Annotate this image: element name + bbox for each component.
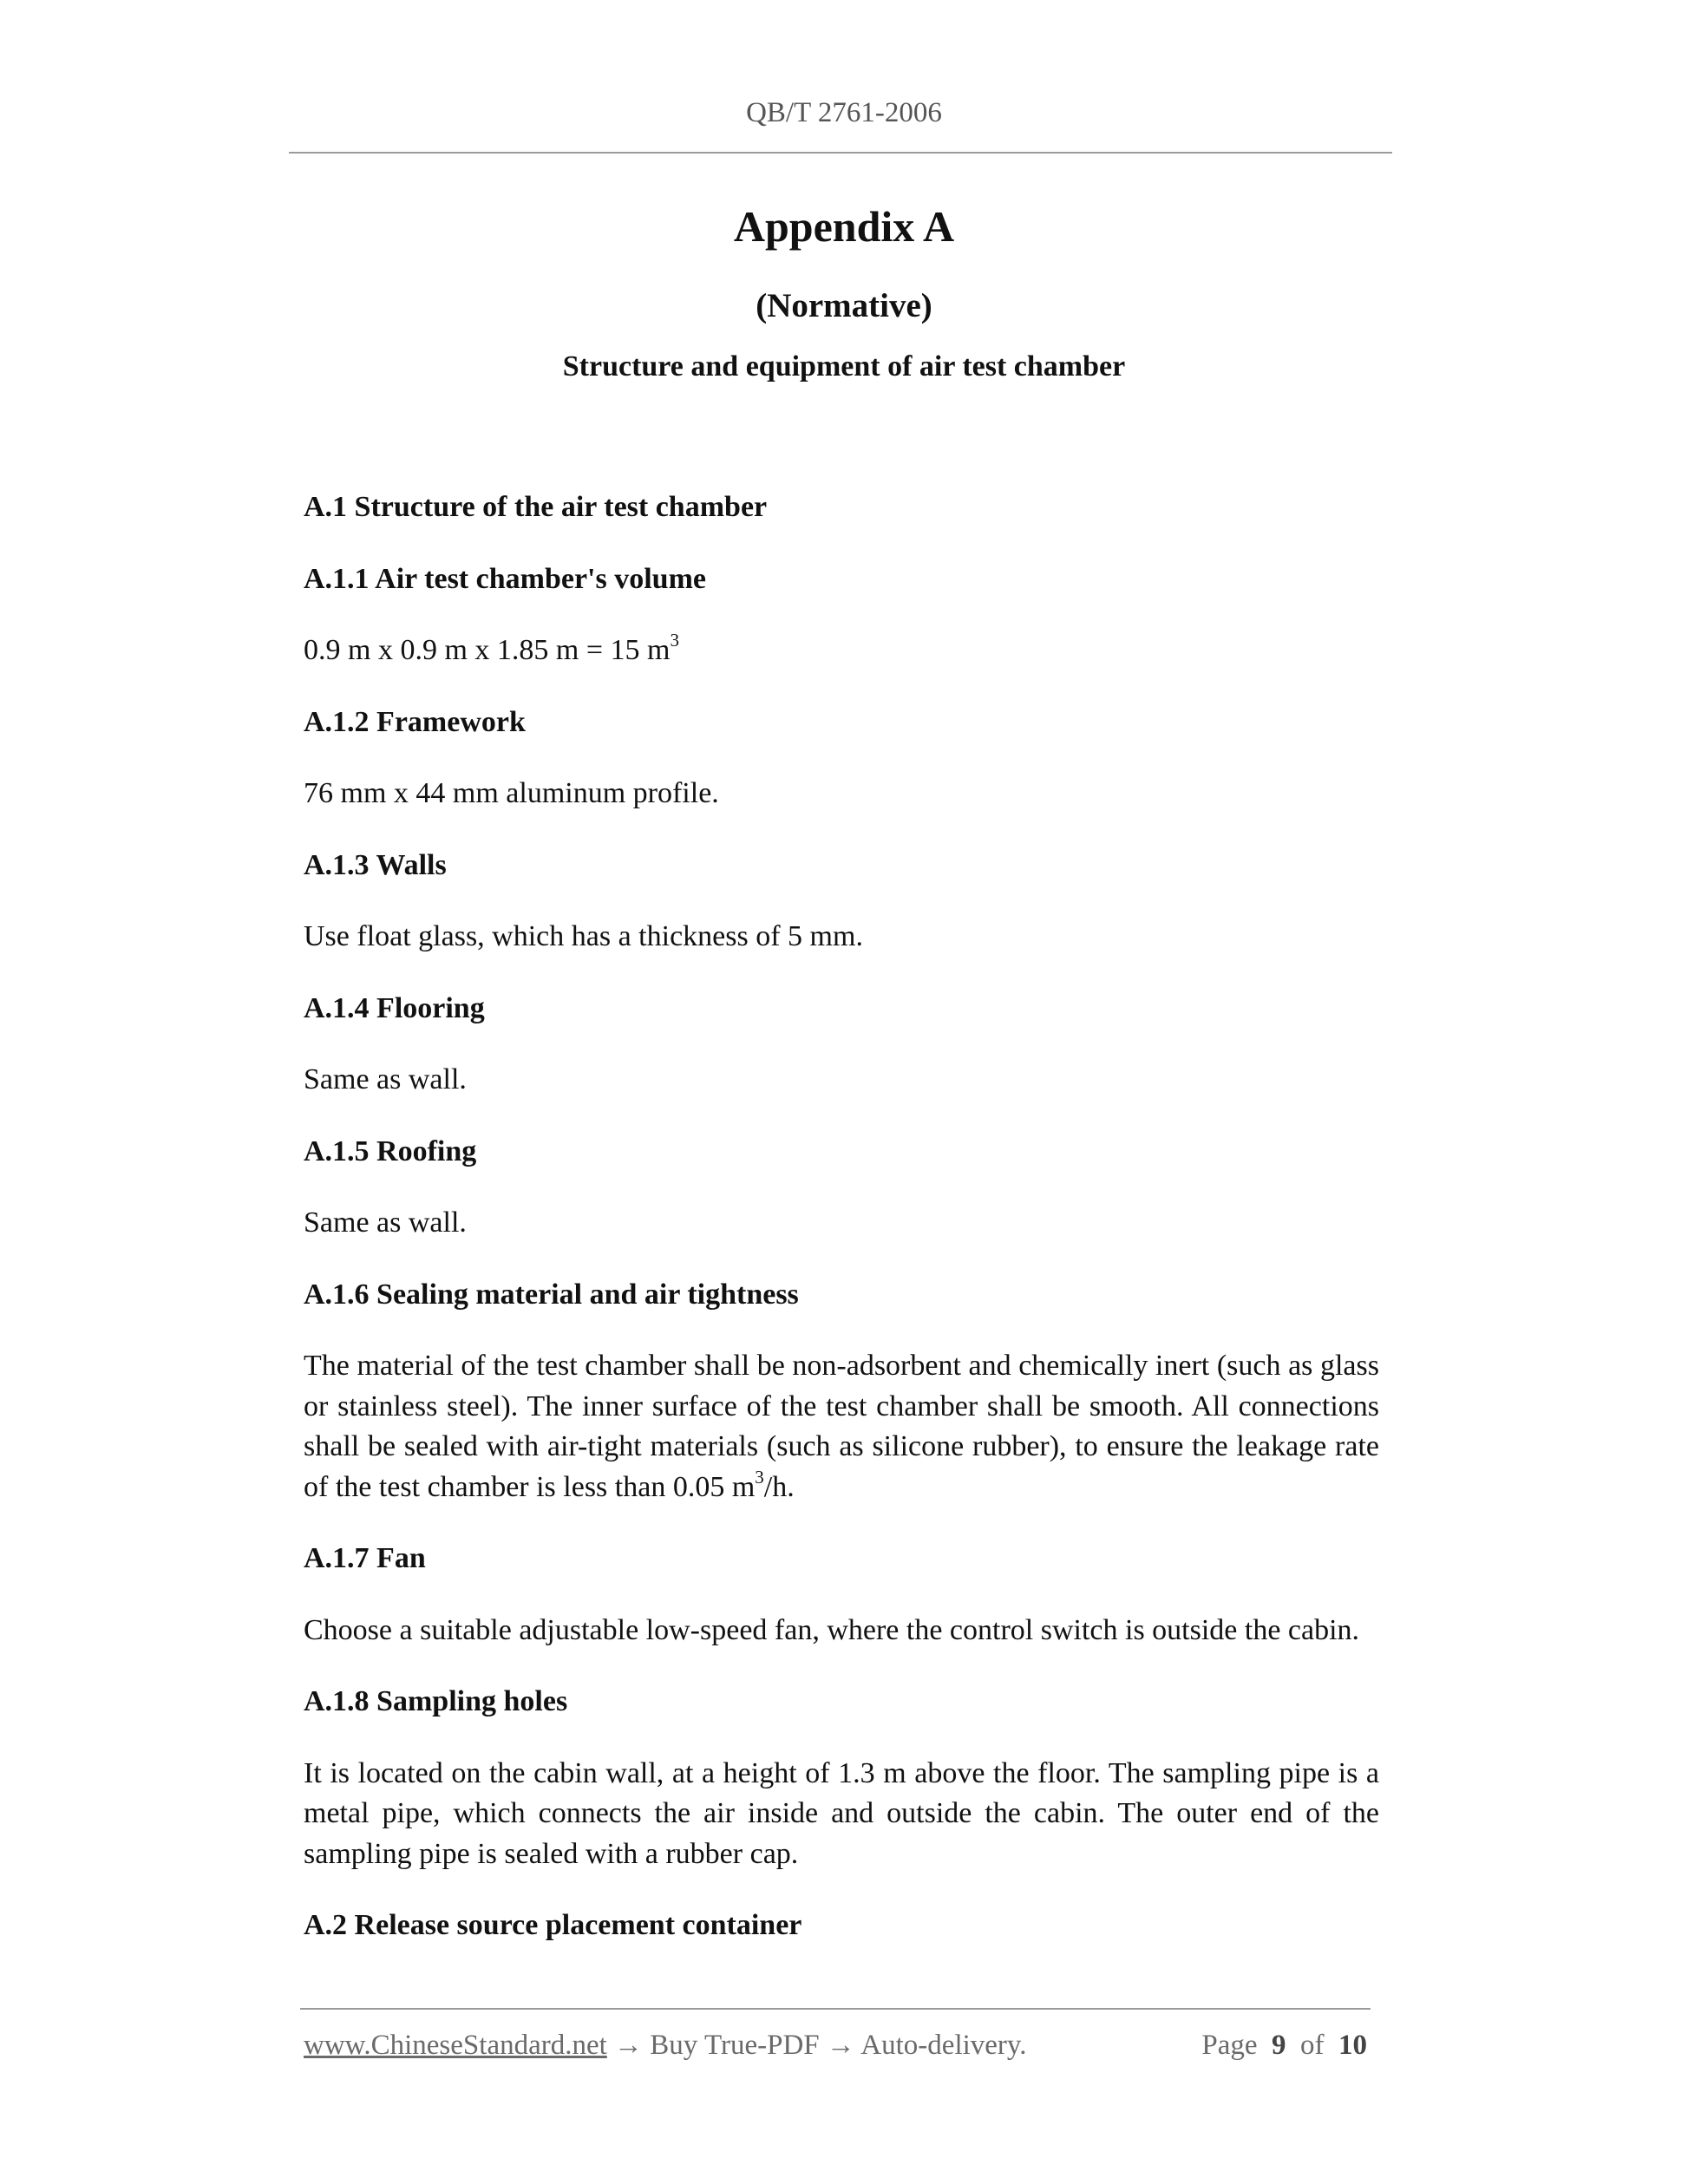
page-number — [1201, 2030, 1367, 2062]
section-heading-a1-3: A.1.3 Walls — [304, 848, 447, 881]
section-text-a1-6 — [304, 1346, 1379, 1507]
appendix-title: Appendix A — [733, 202, 955, 251]
volume-formula: 0.9 m x 0.9 m x 1.85 m = 15 m — [304, 634, 671, 666]
section-text-a1-7: Choose a suitable adjustable low-speed fan, where the control switch is outside the cabin. — [304, 1613, 1360, 1646]
section-heading-a1: A.1 Structure of the air test chamber — [304, 491, 768, 523]
section-heading-a2: A.2 Release source placement container — [304, 1909, 802, 1941]
superscript: 3 — [755, 1466, 764, 1488]
section-heading-a1-8: A.1.8 Sampling holes — [304, 1685, 568, 1717]
section-heading-a1-7: A.1.7 Fan — [304, 1542, 426, 1574]
section-text-a1-2: 76 mm x 44 mm aluminum profile. — [304, 777, 719, 809]
superscript: 3 — [670, 630, 679, 651]
section-text-a1-8: It is located on the cabin wall, at a height of 1.3 m above the floor. The sampling pipe is a metal pipe, which connects the air inside and outside the cabin. The outer end of the sampling pipe is sealed with a rubber cap. — [304, 1756, 1379, 1870]
section-text-a1-1 — [304, 631, 1379, 671]
footer-divider — [300, 2008, 1371, 2010]
section-text-a1-3: Use float glass, which has a thickness of 5 mm. — [304, 920, 863, 952]
document-body — [304, 487, 1379, 1978]
sealing-text-tail: /h. — [763, 1470, 795, 1503]
section-text-a1-4: Same as wall. — [304, 1063, 467, 1095]
header-divider — [289, 152, 1392, 154]
section-heading-a1-1: A.1.1 Air test chamber's volume — [304, 562, 706, 595]
section-heading-a1-4: A.1.4 Flooring — [304, 991, 485, 1024]
current-page: 9 — [1272, 2030, 1286, 2061]
of-label: of — [1300, 2030, 1325, 2061]
section-heading-a1-6: A.1.6 Sealing material and air tightness — [304, 1278, 799, 1311]
section-heading-a1-5: A.1.5 Roofing — [304, 1135, 477, 1167]
website-link[interactable]: www.ChineseStandard.net — [304, 2030, 607, 2061]
appendix-caption: Structure and equipment of air test chamber — [562, 350, 1126, 383]
page-label: Page — [1201, 2030, 1258, 2061]
sealing-text: The material of the test chamber shall be non-adsorbent and chemically inert (such as glass or stainless steel). The inner surface of the test chamber shall be smooth. All connections shall be sealed with air-tight materials (such as silicone rubber), to ensure the leakage rate of the test chamber is less than 0.05 m — [304, 1350, 1379, 1503]
section-heading-a1-2: A.1.2 Framework — [304, 705, 526, 738]
appendix-subtitle: (Normative) — [756, 287, 932, 324]
promo-text: → Buy True-PDF → Auto-delivery. — [606, 2030, 1027, 2061]
total-pages: 10 — [1338, 2030, 1367, 2061]
footer-promo — [304, 2030, 1027, 2062]
standard-code-header: QB/T 2761-2006 — [746, 97, 942, 128]
section-text-a1-5: Same as wall. — [304, 1206, 467, 1239]
